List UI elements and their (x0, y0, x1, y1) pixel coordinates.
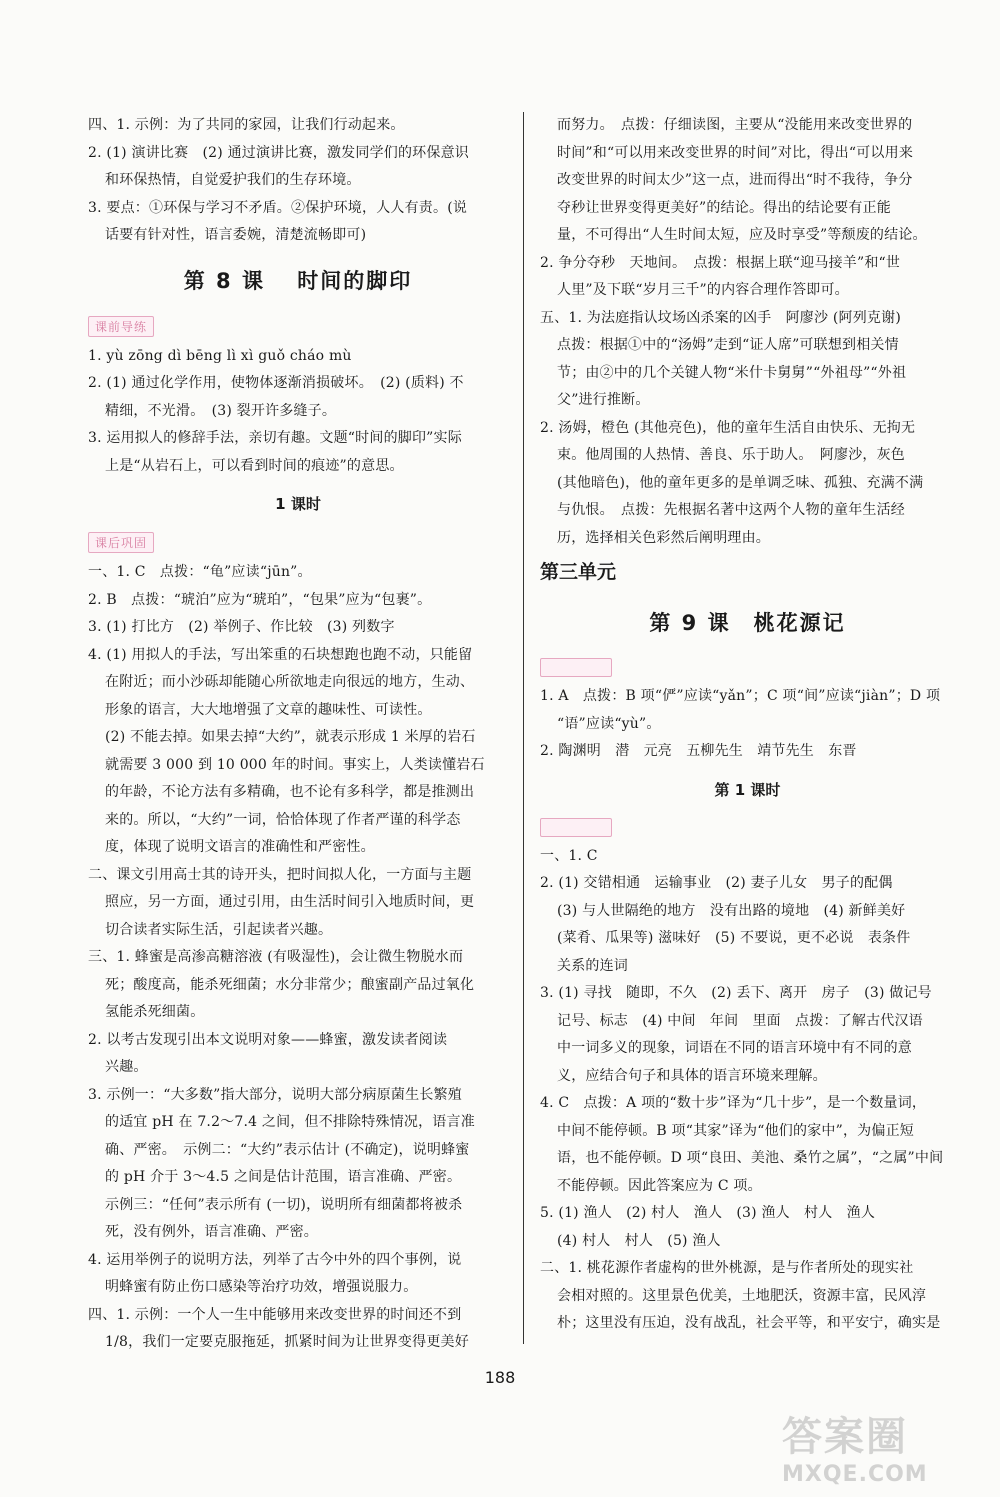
text-line: 在附近；而小沙砾却能随心所欲地走向很远的地方，生动、 (105, 674, 475, 690)
text-line: 2. B 点拨：“琥泊”应为“琥珀”，“包果”应为“包裹”。 (88, 591, 432, 608)
text-line: (其他暗色)，他的童年更多的是单调乏味、孤独、充满不满 (557, 474, 924, 491)
text-line: (3) 与人世隔绝的地方 没有出路的境地 (4) 新鲜美好 (557, 902, 906, 919)
lesson-9-title: 第 9 课 桃花源记 (649, 611, 846, 635)
text-line: 义，应结合句子和具体的语言环境来理解。 (557, 1067, 827, 1084)
text-line: 和环保热情，自觉爱护我们的生存环境。 (105, 172, 361, 188)
text-line: 2. 争分夺秒 天地间。 点拨：根据上联“迎马接羊”和“世 (540, 254, 901, 271)
text-line: 兴趣。 (105, 1059, 148, 1075)
text-line: 3. 运用拟人的修辞手法，亲切有趣。文题“时间的脚印”实际 (88, 430, 462, 446)
text-line: “语”应读“yù”。 (557, 715, 661, 732)
text-line: 切合读者实际生活，引起读者兴趣。 (105, 921, 333, 938)
text-line: 4. 运用举例子的说明方法，列举了古今中外的四个事例，说 (88, 1251, 462, 1268)
class-hour-title-2: 第 1 课时 (714, 780, 781, 799)
text-line: 中一词多义的现象，词语在不同的语言环境中有不同的意 (557, 1040, 912, 1056)
text-line: 的适宜 pH 在 7.2～7.4 之间，但不排除特殊情况，语言准 (105, 1114, 475, 1130)
text-line: 与仇恨。 点拨：先根据名著中这两个人物的童年生活经 (557, 502, 905, 518)
text-line: 2. (1) 交错相通 运输事业 (2) 妻子儿女 男子的配偶 (540, 875, 893, 891)
text-line: 3. (1) 寻找 随即，不久 (2) 丢下、离开 房子 (3) 做记号 (540, 985, 932, 1001)
text-line: (4) 村人 村人 (5) 渔人 (557, 1232, 721, 1249)
watermark-logo (782, 1405, 982, 1485)
section-tag-review-2 (540, 818, 612, 837)
text-line: 中间不能停顿。B 项“其家”译为“他们的家中”，为偏正短 (557, 1122, 914, 1139)
left-column (88, 112, 508, 1357)
text-line: 历，选择相关色彩然后阐明理由。 (557, 529, 770, 546)
text-line: 死，没有例外，语言准确、严密。 (105, 1224, 318, 1240)
text-line: 2. (1) 演讲比赛 (2) 通过演讲比赛，激发同学们的环保意识 (88, 144, 469, 161)
text-line: 夺秒让世界变得更美好”的结论。得出的结论要有正能 (557, 199, 891, 216)
text-line: 关系的连词 (557, 957, 628, 974)
text-line: 点拨：根据①中的“汤姆”走到“证人席”可联想到相关情 (557, 337, 899, 353)
text-line: 2. 陶渊明 潜 元亮 五柳先生 靖节先生 东晋 (540, 743, 857, 759)
text-line: 1/8，我们一定要克服拖延，抓紧时间为让世界变得更美好 (105, 1334, 469, 1350)
section-tag-preview-2 (540, 658, 612, 677)
right-column (540, 112, 955, 1338)
text-line: 3. 示例一：“大多数”指大部分，说明大部分病原菌生长繁殖 (88, 1086, 462, 1103)
text-line: 2. (1) 通过化学作用，使物体逐渐消损破坏。 (2) (质料) 不 (88, 375, 464, 391)
text-line: 1. yù zōng dì bēng lì xì guǒ cháo mù (88, 347, 352, 364)
text-line: 照应，另一方面，通过引用，由生活时间引入地质时间，更 (105, 894, 475, 910)
text-line: (2) 不能去掉。如果去掉“大约”，就表示形成 1 米厚的岩石 (105, 729, 476, 745)
text-line: 示例三：“任何”表示所有 (一切)，说明所有细菌都将被杀 (105, 1196, 463, 1213)
text-line: 一、1. C 点拨：“龟”应读“jūn”。 (88, 564, 312, 580)
class-hour-title: 1 课时 (275, 495, 321, 513)
text-line: 人里”及下联“岁月三千”的内容合理作答即可。 (557, 282, 849, 298)
text-line: 四、1. 示例：为了共同的家园，让我们行动起来。 (88, 117, 405, 133)
watermark-text-bottom: MXQE.COM (782, 1462, 928, 1487)
text-line: 一、1. C (540, 847, 598, 864)
text-line: 父”进行推断。 (557, 392, 650, 408)
text-line: 2. 以考古发现引出本文说明对象——蜂蜜，激发读者阅读 (88, 1031, 448, 1048)
text-line: 氢能杀死细菌。 (105, 1004, 205, 1020)
text-line: 束。他周围的人热情、善良、乐于助人。 阿廖沙，灰色 (557, 447, 905, 463)
text-line: 确、严密。 示例二：“大约”表示估计 (不确定)，说明蜂蜜 (105, 1141, 470, 1158)
text-line: 4. C 点拨：A 项的“数十步”译为“几十步”，是一个数量词， (540, 1095, 927, 1111)
text-line: 三、1. 蜂蜜是高渗高糖溶液 (有吸湿性)，会让微生物脱水而 (88, 949, 464, 965)
unit-title: 第三单元 (540, 561, 617, 583)
page-number: 188 (484, 1368, 516, 1387)
text-line: 节；由②中的几个关键人物“米什卡舅舅”“外祖母”“外祖 (557, 364, 907, 381)
text-line: 的 pH 介于 3～4.5 之间是估计范围，语言准确、严密。 (105, 1169, 462, 1185)
text-line: 来的。所以，“大约”一词，恰恰体现了作者严谨的科学态 (105, 811, 461, 828)
watermark-text-top: 答案圈 (782, 1414, 908, 1460)
text-line: 而努力。 点拨：仔细读图，主要从“没能用来改变世界的 (557, 117, 913, 133)
text-line: 2. 汤姆，橙色 (其他亮色)，他的童年生活自由快乐、无拘无 (540, 419, 916, 436)
text-line: (菜肴、瓜果等) 滋味好 (5) 不要说，更不必说 表条件 (557, 930, 911, 946)
section-tag-review: 课后巩固 (88, 532, 154, 553)
text-line: 改变世界的时间太少”这一点，进而得出“时不我待，争分 (557, 172, 913, 188)
text-line: 四、1. 示例：一个人一生中能够用来改变世界的时间还不到 (88, 1306, 462, 1323)
text-line: 语，也不能停顿。D 项“良田、美池、桑竹之属”，“之属”中间 (557, 1150, 944, 1166)
text-line: 会相对照的。这里景色优美，土地肥沃，资源丰富，民风淳 (557, 1287, 927, 1304)
text-line: 上是“从岩石上，可以看到时间的痕迹”的意思。 (105, 457, 404, 474)
text-line: 死；酸度高，能杀死细菌；水分非常少；酿蜜副产品过氧化 (105, 976, 475, 993)
text-line: 不能停顿。因此答案应为 C 项。 (557, 1177, 762, 1194)
column-divider (523, 112, 524, 1344)
text-line: 量，不可得出“人生时间太短，应及时享受”等颓废的结论。 (557, 227, 927, 243)
text-line: 二、课文引用高士其的诗开头，把时间拟人化，一方面与主题 (88, 866, 472, 883)
text-line: 的年龄，不论方法有多精确，也不论有多科学，都是推测出 (105, 784, 475, 800)
text-line: 五、1. 为法庭指认坟场凶杀案的凶手 阿廖沙 (阿列克谢) (540, 309, 901, 326)
text-line: 度，体现了说明文语言的准确性和严密性。 (105, 839, 375, 855)
text-line: 4. (1) 用拟人的手法，写出笨重的石块想跑也跑不动，只能留 (88, 646, 473, 663)
text-line: 3. (1) 打比方 (2) 举例子、作比较 (3) 列数字 (88, 619, 395, 635)
text-line: 1. A 点拨：B 项“俨”应读“yǎn”；C 项“间”应读“jiàn”；D 项 (540, 688, 941, 704)
text-line: 朴；这里没有压迫，没有战乱，社会平等，和平安宁，确实是 (557, 1315, 941, 1331)
text-line: 二、1. 桃花源作者虚构的世外桃源，是与作者所处的现实社 (540, 1260, 914, 1276)
text-line: 就需要 3 000 到 10 000 年的时间。事实上，人类读懂岩石 (105, 756, 485, 773)
lesson-8-title: 第 8 课 时间的脚印 (183, 268, 413, 293)
text-line: 时间”和“可以用来改变世界的时间”对比，得出“可以用来 (557, 144, 914, 161)
text-line: 形象的语言，大大地增强了文章的趣味性、可读性。 (105, 701, 432, 718)
text-line: 记号、标志 (4) 中间 年间 里面 点拨：了解古代汉语 (557, 1012, 923, 1029)
text-line: 明蜂蜜有防止伤口感染等治疗功效，增强说服力。 (105, 1279, 418, 1295)
text-line: 精细，不光滑。 (3) 裂开许多缝子。 (105, 402, 337, 419)
section-tag-preview: 课前导练 (88, 316, 154, 337)
text-line: 5. (1) 渔人 (2) 村人 渔人 (3) 渔人 村人 渔人 (540, 1205, 876, 1221)
text-line: 3. 要点：①环保与学习不矛盾。②保护环境，人人有责。(说 (88, 199, 468, 216)
text-line: 话要有针对性，语言委婉，清楚流畅即可) (105, 227, 367, 243)
